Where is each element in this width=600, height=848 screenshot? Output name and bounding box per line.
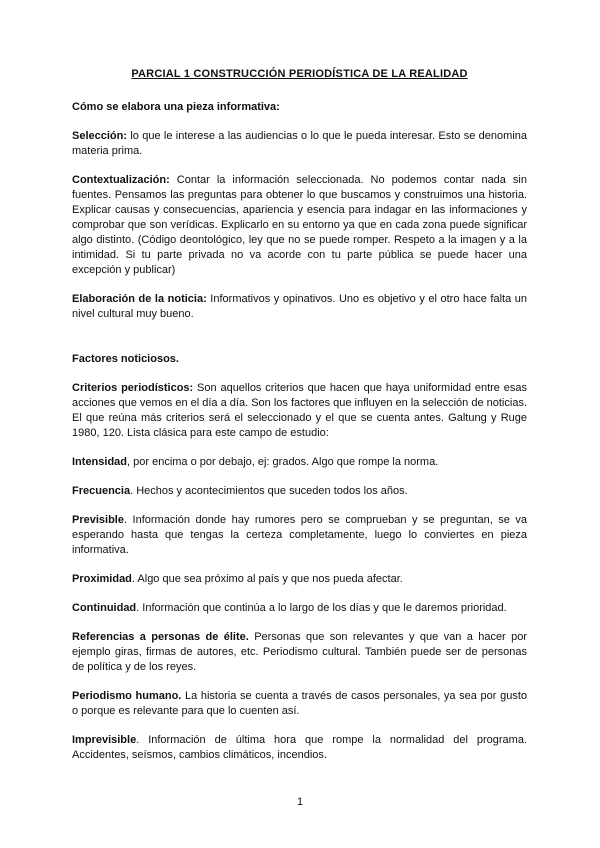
factors-heading: Factores noticiosos. [72, 353, 179, 365]
paragraph-contextualizacion [72, 173, 527, 278]
body-text: . Algo que sea próximo al país y que nos pueda afectar. [131, 573, 403, 585]
body-text: . Información de última hora que rompe la normalidad del programa. Accidentes, seísmos, cambios climáticos, incendios. [72, 734, 527, 761]
body-text: Informativos y opinativos. Uno es objetivo y el otro hace falta un nivel cultural muy bueno. [72, 293, 527, 320]
document-title: PARCIAL 1 CONSTRUCCIÓN PERIODÍSTICA DE LA REALIDAD [131, 68, 468, 80]
term: Previsible [72, 514, 124, 526]
paragraph-seleccion [72, 129, 527, 159]
document-page [72, 68, 527, 777]
paragraph-elite [72, 630, 527, 675]
body-text: Personas que son relevantes y que van a hacer por ejemplo giras, firmas de autores, etc. Periodismo cultural. También puede ser de personas de política y de los reyes. [72, 631, 527, 673]
term: Imprevisible [72, 734, 137, 746]
term: Referencias a personas de élite. [72, 631, 249, 643]
paragraph-frecuencia [72, 484, 527, 499]
body-text: lo que le interese a las audiencias o lo que le pueda interesar. Esto se denomina materia prima. [72, 130, 527, 157]
body-text: Son aquellos criterios que hacen que haya uniformidad entre esas acciones que vemos en el día a día. Son los factores que influyen en la selección de noticias. El que reúna más criterios será el seleccionado y el que se cuenta antes. Galtung y Ruge 1980, 120. Lista clásica para este campo de estudio: [72, 382, 527, 439]
body-text: Contar la información seleccionada. No podemos contar nada sin fuentes. Pensamos las preguntas para obtener lo que buscamos y construimos una historia. Explicar causas y consecuencias, apariencia y esencia para indagar en las informaciones y comprobar que son verídicas. Explicarlo en su entorno ya que en cada zona puede significar algo distinto. (Código deontológico, ley que no se puede romper. Respeto a la imagen y a la intimidad. Si tu parte privada no va acorde con tu parte pública se puede hacer una excepción y publicar) [72, 174, 527, 276]
term: Intensidad [72, 456, 128, 468]
body-text: . Información donde hay rumores pero se comprueban y se preguntan, se va esperando hasta que tengas la certeza completamente, luego lo conviertes en pieza informativa. [72, 514, 527, 556]
page-number: 1 [296, 796, 304, 808]
body-text: . Información que continúa a lo largo de los días y que le daremos prioridad. [136, 602, 507, 614]
body-text: . Hechos y acontecimientos que suceden todos los años. [130, 485, 408, 497]
paragraph-continuidad [72, 601, 527, 616]
paragraph-humano [72, 689, 527, 719]
term: Periodismo humano. [72, 690, 182, 702]
term: Selección: [72, 130, 128, 142]
term: Frecuencia [72, 485, 131, 497]
term: Continuidad [72, 602, 137, 614]
paragraph-imprevisible [72, 733, 527, 763]
paragraph-elaboracion [72, 292, 527, 322]
paragraph-intensidad [72, 455, 527, 470]
section-subtitle: Cómo se elabora una pieza informativa: [72, 101, 280, 113]
term: Proximidad [72, 573, 132, 585]
term: Criterios periodísticos: [72, 382, 194, 394]
term: Contextualización: [72, 174, 170, 186]
paragraph-criterios [72, 381, 527, 441]
paragraph-previsible [72, 513, 527, 558]
term: Elaboración de la noticia: [72, 293, 207, 305]
body-text: La historia se cuenta a través de casos personales, ya sea por gusto o porque es relevante para que lo cuenten así. [72, 690, 527, 717]
paragraph-proximidad [72, 572, 527, 587]
body-text: , por encima o por debajo, ej: grados. Algo que rompe la norma. [127, 456, 439, 468]
